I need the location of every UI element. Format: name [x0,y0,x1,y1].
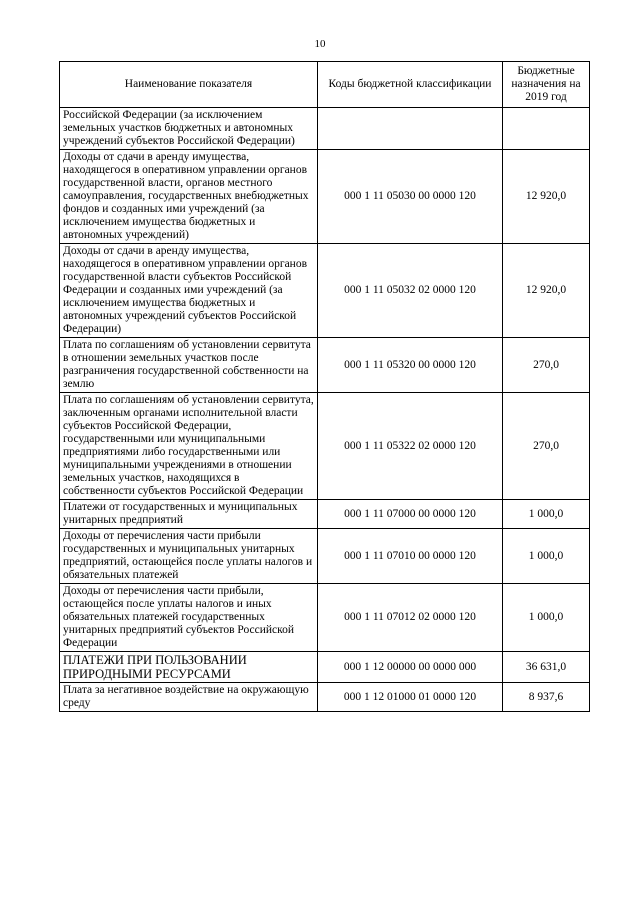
row-name: Доходы от сдачи в аренду имущества, находящегося в оперативном управлении органов государственной власти, органов местного самоуправления, государственных внебюджетных фондов и созданных ими учреждений (за исключением имущества бюджетных и автономных учреждений) [60,150,318,244]
row-amount: 8 937,6 [503,683,590,712]
row-name: Плата по соглашениям об установлении сервитута, заключенным органами исполнительной власти субъектов Российской Федерации, государственными или муниципальными предприятиями либо государственными или муниципальными учреждениями в отношении земельных участков, находящихся в собственности субъектов Российской Федерации [60,393,318,500]
row-code: 000 1 11 07012 02 0000 120 [318,584,503,652]
table-row [60,244,590,338]
row-name: Плата по соглашениям об установлении сервитута в отношении земельных участков после разграничения государственной собственности на землю [60,338,318,393]
row-amount [503,108,590,150]
table-row [60,529,590,584]
header-code: Коды бюджетной классификации [318,62,503,108]
table-row [60,393,590,500]
row-amount: 12 920,0 [503,150,590,244]
row-amount: 270,0 [503,338,590,393]
row-name: Доходы от перечисления части прибыли государственных и муниципальных унитарных предприятий, остающейся после уплаты налогов и обязательных платежей [60,529,318,584]
row-code: 000 1 12 01000 01 0000 120 [318,683,503,712]
table-row [60,584,590,652]
table-header-row [60,62,590,108]
page-number: 10 [314,38,326,50]
header-amount: Бюджетные назначения на 2019 год [503,62,590,108]
table-row [60,338,590,393]
row-code: 000 1 11 07010 00 0000 120 [318,529,503,584]
table-row [60,150,590,244]
table-row [60,108,590,150]
table-row [60,500,590,529]
row-amount: 270,0 [503,393,590,500]
row-code: 000 1 12 00000 00 0000 000 [318,652,503,683]
row-code: 000 1 11 05030 00 0000 120 [318,150,503,244]
row-name: Плата за негативное воздействие на окружающую среду [60,683,318,712]
row-code: 000 1 11 05032 02 0000 120 [318,244,503,338]
row-name: Доходы от сдачи в аренду имущества, находящегося в оперативном управлении органов государственной власти субъектов Российской Федерации и созданных ими учреждений (за исключением имущества бюджетных и автономных учреждений субъектов Российской Федерации) [60,244,318,338]
budget-table [59,61,590,712]
row-amount: 36 631,0 [503,652,590,683]
table-row [60,683,590,712]
row-code: 000 1 11 07000 00 0000 120 [318,500,503,529]
row-name: Российской Федерации (за исключением земельных участков бюджетных и автономных учреждений субъектов Российской Федерации) [60,108,318,150]
header-name: Наименование показателя [60,62,318,108]
row-code: 000 1 11 05322 02 0000 120 [318,393,503,500]
row-code: 000 1 11 05320 00 0000 120 [318,338,503,393]
table-row [60,652,590,683]
row-amount: 1 000,0 [503,529,590,584]
row-code [318,108,503,150]
row-amount: 12 920,0 [503,244,590,338]
row-name: Платежи от государственных и муниципальных унитарных предприятий [60,500,318,529]
row-amount: 1 000,0 [503,500,590,529]
row-name: ПЛАТЕЖИ ПРИ ПОЛЬЗОВАНИИ ПРИРОДНЫМИ РЕСУРСАМИ [60,652,318,683]
row-name: Доходы от перечисления части прибыли, остающейся после уплаты налогов и иных обязательных платежей государственных унитарных предприятий субъектов Российской Федерации [60,584,318,652]
row-amount: 1 000,0 [503,584,590,652]
